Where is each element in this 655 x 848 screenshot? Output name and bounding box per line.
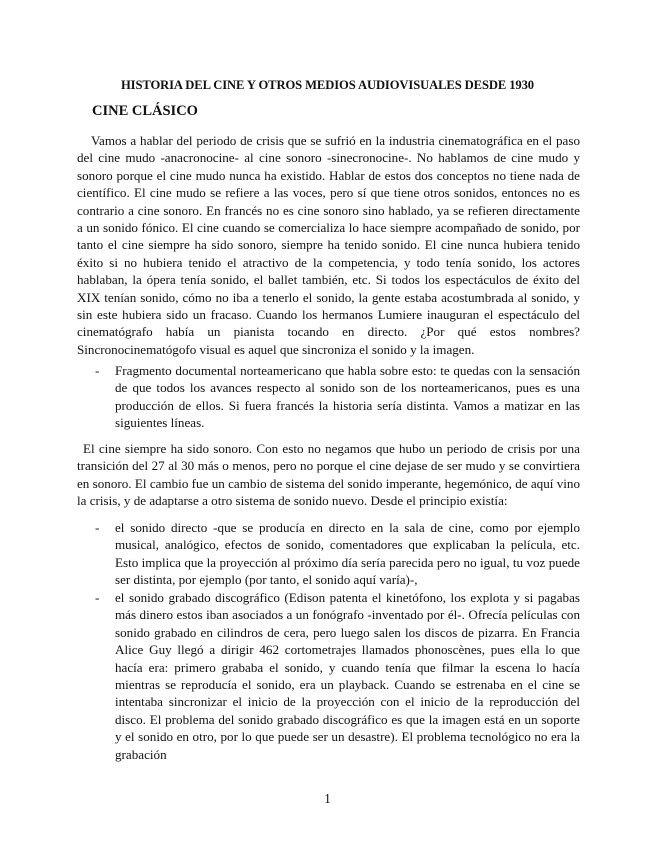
list-item-text: el sonido grabado discográfico (Edison patenta el kinetófono, los explota y si pagabas más dinero estos iban asociados a un fonógrafo -inventado por él-. Ofrecía películas con sonido grabado en cilindros de cera, pero luego salen los discos de pizarra. En Francia Alice Guy llegó a dirigir 462 cortometrajes llamados phonoscènes, pues ella lo que hacía era: primero grababa el sonido, y cuando tenía que filmar la escena lo hacía mientras se reproducía el sonido, era un playback. Cuando se estrenaba en el cine se intentaba sincronizar el inicio de la proyección con el inicio de la reproducción del disco. El problema del sonido grabado discográfico es que la imagen está en un soporte y el sonido en otro, por lo que puede ser un desastre). El problema tecnológico no era la grabación xyxy=(115,590,580,762)
list-item-text: Fragmento documental norteamericano que habla sobre esto: te quedas con la sensación de que todos los avances respecto al sonido son de los norteamericanos, pues es una producción de ellos. Si fuera francés la historia sería distinta. Vamos a matizar en las siguientes líneas. xyxy=(115,363,580,431)
list-item-text: el sonido directo -que se producía en directo en la sala de cine, como por ejemplo musical, analógico, efectos de sonido, comentadores que explicaban la película, etc. Esto implica que la proyección al próximo día sería parecida pero no igual, tu voz puede ser distinta, por ejemplo (por tanto, el sonido aquí varía)-, xyxy=(115,520,580,588)
paragraph-intro: Vamos a hablar del periodo de crisis que se sufrió en la industria cinematográfica en el paso del cine mudo -anacronocine- al cine sonoro -sinecronocine-. No hablamos de cine mudo y sonoro porque el cine mudo nunca ha existido. Hablar de estos dos conceptos no tiene nada de científico. El cine mudo se refiere a las voces, pero sí que tiene otros sonidos, entonces no es contrario a cine sonoro. En francés no es cine sonoro sino hablado, ya se refieren directamente a un sonido fónico. El cine cuando se comercializa lo hace siempre acompañado de sonido, por tanto el cine siempre ha sido sonoro, siempre ha tenido sonido. El cine nunca hubiera tenido éxito si no hubiera tenido el atractivo de la competencia, y todo tenía sonido, los actores hablaban, la ópera tenía sonido, el ballet también, etc. Si todos los espectáculos de éxito del XIX tenían sonido, cómo no iba a tenerlo el sonido, la gente estaba acostumbrada al sonido, y sin este hubiera sido un fracaso. Cuando los hermanos Lumiere inauguran el espectáculo del cinematógrafo había un pianista tocando en directo. ¿Por qué estos nombres? Sincronocinematógofo visual es aquel que sincroniza el sonido y la imagen. xyxy=(77,133,580,357)
document-title: HISTORIA DEL CINE Y OTROS MEDIOS AUDIOVISUALES DESDE 1930 xyxy=(120,78,535,92)
bullet-marker: - xyxy=(95,363,100,378)
list-item xyxy=(77,519,580,589)
paragraph-sound: El cine siempre ha sido sonoro. Con esto no negamos que hubo un periodo de crisis por una transición del 27 al 30 más o menos, pero no porque el cine dejase de ser mudo y se convirtiera en sonoro. El cambio fue un cambio de sistema del sonido imperante, hegemónico, de aquí vino la crisis, y de adaptarse a otro sistema de sonido nuevo. Desde el principio existía: xyxy=(77,441,580,509)
bullet-marker: - xyxy=(95,520,100,535)
list-item xyxy=(77,362,580,432)
page-number: 1 xyxy=(324,791,331,806)
section-heading: CINE CLÁSICO xyxy=(92,103,198,119)
bullet-marker: - xyxy=(95,590,100,605)
list-item xyxy=(77,589,580,763)
